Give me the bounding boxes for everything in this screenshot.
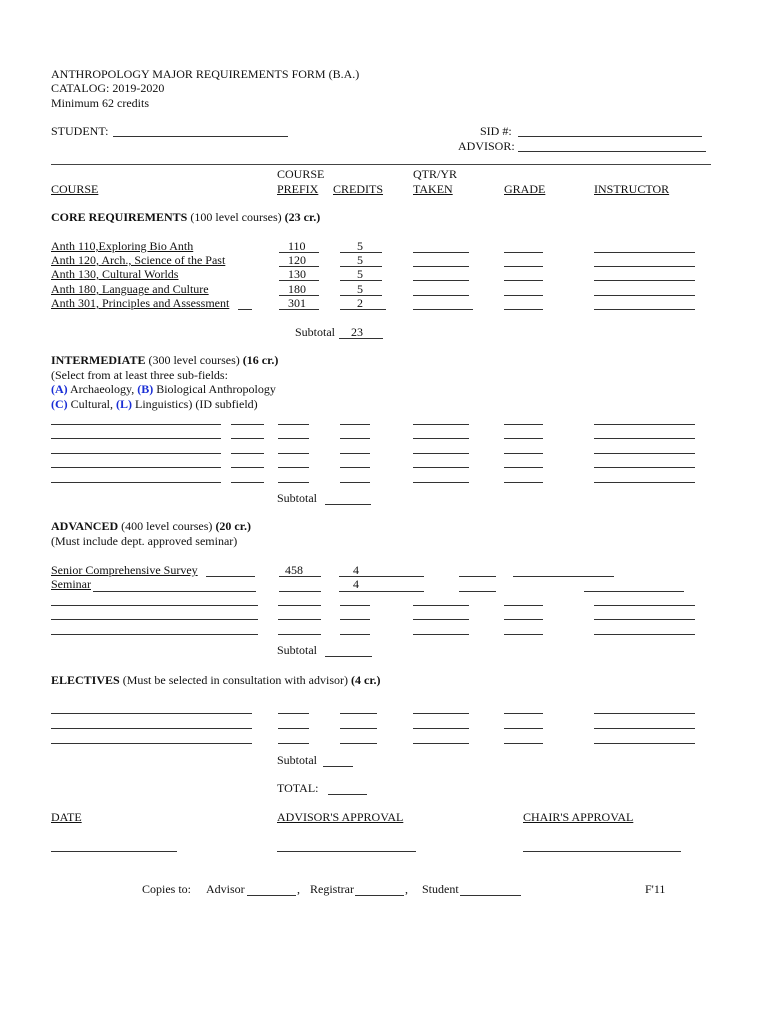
core-instructor-field[interactable] xyxy=(594,252,695,253)
advanced-note: (Must include dept. approved seminar) xyxy=(51,534,238,548)
intermediate-qtr-field[interactable] xyxy=(413,467,469,468)
form-title: ANTHROPOLOGY MAJOR REQUIREMENTS FORM (B.A.) xyxy=(51,67,360,81)
core-subtotal-line xyxy=(339,338,383,339)
core-subtotal-label: Subtotal xyxy=(295,325,336,339)
core-prefix-4: 180 xyxy=(288,282,306,296)
core-course-3: Anth 130, Cultural Worlds xyxy=(51,267,179,281)
electives-subtotal-field[interactable] xyxy=(323,766,353,767)
core-prefix-line xyxy=(279,252,319,253)
advanced-survey-line xyxy=(206,576,255,577)
advanced-credits-line xyxy=(339,576,424,577)
col-credits: CREDITS xyxy=(333,182,384,196)
intermediate-prefix-field[interactable] xyxy=(231,467,264,468)
advanced-instructor-field[interactable] xyxy=(594,605,695,606)
core-instructor-field[interactable] xyxy=(594,280,695,281)
advanced-course-field[interactable] xyxy=(51,605,258,606)
intermediate-note: (Select from at least three sub-fields: xyxy=(51,368,228,382)
core-course-4: Anth 180, Language and Culture xyxy=(51,282,209,296)
advanced-instructor-field[interactable] xyxy=(594,634,695,635)
core-qtr-field[interactable] xyxy=(413,266,469,267)
advanced-course-field[interactable] xyxy=(51,619,258,620)
copies-advisor-field[interactable] xyxy=(247,895,296,896)
electives-credits-field[interactable] xyxy=(340,743,377,744)
electives-heading: ELECTIVES (Must be selected in consultation with advisor) (4 cr.) xyxy=(51,673,381,687)
electives-instructor-field[interactable] xyxy=(594,713,695,714)
advanced-course-field[interactable] xyxy=(51,634,258,635)
intermediate-grade-field[interactable] xyxy=(504,453,543,454)
core-credits-line xyxy=(340,280,382,281)
advanced-grade-field[interactable] xyxy=(459,576,496,577)
advanced-grade-field[interactable] xyxy=(504,619,543,620)
core-grade-field[interactable] xyxy=(504,295,543,296)
intermediate-qtr-field[interactable] xyxy=(413,438,469,439)
core-course-2: Anth 120, Arch., Science of the Past xyxy=(51,253,226,267)
advanced-prefix-line xyxy=(279,591,321,592)
core-grade-field[interactable] xyxy=(504,309,543,310)
col-grade: GRADE xyxy=(504,182,546,196)
core-credits-line xyxy=(340,252,382,253)
electives-prefix-field[interactable] xyxy=(278,743,309,744)
core-credits-line xyxy=(340,295,382,296)
electives-course-field[interactable] xyxy=(51,743,252,744)
intermediate-instructor-field[interactable] xyxy=(594,453,695,454)
copies-registrar-field[interactable] xyxy=(355,895,404,896)
advanced-credits-field[interactable] xyxy=(340,619,370,620)
core-credits-1: 5 xyxy=(357,239,363,253)
advanced-seminar-line xyxy=(93,591,256,592)
advanced-prefix-field[interactable] xyxy=(278,605,321,606)
electives-instructor-field[interactable] xyxy=(594,743,695,744)
core-prefix-line xyxy=(279,295,319,296)
core-grade-field[interactable] xyxy=(504,252,543,253)
total-label: TOTAL: xyxy=(277,781,319,795)
form-code: F'11 xyxy=(645,882,666,896)
core-prefix-line xyxy=(279,280,319,281)
intermediate-grade-field[interactable] xyxy=(504,467,543,468)
advanced-subtotal-field[interactable] xyxy=(325,656,372,657)
copies-student-field[interactable] xyxy=(460,895,521,896)
core-subtotal-value: 23 xyxy=(351,325,363,339)
intermediate-course-field[interactable] xyxy=(51,467,221,468)
electives-qtr-field[interactable] xyxy=(413,713,469,714)
core-course-5: Anth 301, Principles and Assessment xyxy=(51,296,230,310)
advanced-prefix-field[interactable] xyxy=(278,619,321,620)
core-instructor-field[interactable] xyxy=(594,295,695,296)
col-qtr-line1: QTR/YR xyxy=(413,167,458,181)
student-label: STUDENT: xyxy=(51,124,109,138)
advanced-grade-field[interactable] xyxy=(504,634,543,635)
intermediate-course-field[interactable] xyxy=(51,482,221,483)
core-qtr-field[interactable] xyxy=(413,280,469,281)
electives-qtr-field[interactable] xyxy=(413,743,469,744)
intermediate-credits-field[interactable] xyxy=(340,438,370,439)
copies-advisor-label: Advisor xyxy=(206,882,245,896)
core-credits-3: 5 xyxy=(357,267,363,281)
electives-qtr-field[interactable] xyxy=(413,728,469,729)
copies-to-label: Copies to: xyxy=(142,882,192,896)
intermediate-prefix-field[interactable] xyxy=(231,482,264,483)
chair-signature-field[interactable] xyxy=(523,851,681,852)
intermediate-number-field[interactable] xyxy=(278,424,309,425)
advisor-approval-label: ADVISOR'S APPROVAL xyxy=(277,810,404,824)
advanced-subtotal-label: Subtotal xyxy=(277,643,318,657)
electives-grade-field[interactable] xyxy=(504,713,543,714)
core-credits-2: 5 xyxy=(357,253,363,267)
intermediate-instructor-field[interactable] xyxy=(594,482,695,483)
intermediate-course-field[interactable] xyxy=(51,438,221,439)
intermediate-subtotal-label: Subtotal xyxy=(277,491,318,505)
core-grade-field[interactable] xyxy=(504,280,543,281)
core-qtr-field[interactable] xyxy=(413,295,469,296)
intermediate-instructor-field[interactable] xyxy=(594,467,695,468)
intermediate-credits-field[interactable] xyxy=(340,453,370,454)
col-course: COURSE xyxy=(51,182,99,196)
core-credits-5: 2 xyxy=(357,296,363,310)
intermediate-heading: INTERMEDIATE (300 level courses) (16 cr.) xyxy=(51,353,279,367)
intermediate-number-field[interactable] xyxy=(278,438,309,439)
core-instructor-field[interactable] xyxy=(594,266,695,267)
advisor-label: ADVISOR: xyxy=(458,139,515,153)
advanced-qtr-field[interactable] xyxy=(413,605,469,606)
advanced-survey-credits: 4 xyxy=(353,563,359,577)
date-label: DATE xyxy=(51,810,82,824)
advanced-course-survey: Senior Comprehensive Survey xyxy=(51,563,198,577)
catalog-year: CATALOG: 2019-2020 xyxy=(51,81,165,95)
intermediate-grade-field[interactable] xyxy=(504,424,543,425)
intermediate-subfields-cl: (C) Cultural, (L) Linguistics) (ID subfield) xyxy=(51,397,258,411)
core-qtr-field[interactable] xyxy=(413,252,469,253)
intermediate-prefix-field[interactable] xyxy=(231,438,264,439)
intermediate-course-field[interactable] xyxy=(51,453,221,454)
advanced-qtr-field[interactable] xyxy=(413,619,469,620)
electives-prefix-field[interactable] xyxy=(278,713,309,714)
core-credits-4: 5 xyxy=(357,282,363,296)
sid-field[interactable] xyxy=(518,136,702,137)
advanced-survey-prefix: 458 xyxy=(285,563,303,577)
advanced-instructor-field[interactable] xyxy=(584,591,684,592)
intermediate-credits-field[interactable] xyxy=(340,424,370,425)
advanced-credits-field[interactable] xyxy=(340,634,370,635)
advanced-instructor-field[interactable] xyxy=(594,619,695,620)
col-instructor: INSTRUCTOR xyxy=(594,182,670,196)
date-field[interactable] xyxy=(51,851,177,852)
core-credits-line xyxy=(340,266,382,267)
minimum-credits: Minimum 62 credits xyxy=(51,96,149,110)
total-field[interactable] xyxy=(328,794,367,795)
core-credits-line xyxy=(340,309,386,310)
core-prefix-5: 301 xyxy=(288,296,306,310)
core-prefix-2: 120 xyxy=(288,253,306,267)
electives-grade-field[interactable] xyxy=(504,743,543,744)
intermediate-credits-field[interactable] xyxy=(340,482,370,483)
header-divider xyxy=(51,164,711,165)
core-grade-field[interactable] xyxy=(504,266,543,267)
advanced-credits-field[interactable] xyxy=(340,605,370,606)
advanced-prefix-line xyxy=(279,576,321,577)
intermediate-number-field[interactable] xyxy=(278,482,309,483)
advanced-heading: ADVANCED (400 level courses) (20 cr.) xyxy=(51,519,251,533)
intermediate-qtr-field[interactable] xyxy=(413,453,469,454)
intermediate-number-field[interactable] xyxy=(278,467,309,468)
advanced-qtr-field[interactable] xyxy=(413,634,469,635)
advanced-prefix-field[interactable] xyxy=(278,634,321,635)
core-instructor-field[interactable] xyxy=(594,309,695,310)
intermediate-course-field[interactable] xyxy=(51,424,221,425)
intermediate-subtotal-field[interactable] xyxy=(325,504,371,505)
core-prefix-line xyxy=(279,309,319,310)
intermediate-subfields-ab: (A) Archaeology, (B) Biological Anthropology xyxy=(51,382,276,396)
intermediate-prefix-field[interactable] xyxy=(231,453,264,454)
copies-comma-2: , xyxy=(405,882,408,896)
advanced-seminar-credits: 4 xyxy=(353,577,359,591)
electives-instructor-field[interactable] xyxy=(594,728,695,729)
intermediate-grade-field[interactable] xyxy=(504,438,543,439)
advisor-field[interactable] xyxy=(518,151,706,152)
col-qtr-taken: TAKEN xyxy=(413,182,453,196)
advanced-grade-field[interactable] xyxy=(459,591,496,592)
advisor-signature-field[interactable] xyxy=(277,851,416,852)
intermediate-grade-field[interactable] xyxy=(504,482,543,483)
intermediate-instructor-field[interactable] xyxy=(594,424,695,425)
intermediate-qtr-field[interactable] xyxy=(413,424,469,425)
intermediate-qtr-field[interactable] xyxy=(413,482,469,483)
col-course-prefix-line1: COURSE xyxy=(277,167,325,181)
electives-credits-field[interactable] xyxy=(340,728,377,729)
electives-credits-field[interactable] xyxy=(340,713,377,714)
core-prefix-3: 130 xyxy=(288,267,306,281)
col-prefix: PREFIX xyxy=(277,182,319,196)
core-qtr-field[interactable] xyxy=(413,309,473,310)
intermediate-prefix-field[interactable] xyxy=(231,424,264,425)
electives-course-field[interactable] xyxy=(51,728,252,729)
copies-student-label: Student xyxy=(422,882,459,896)
core-course-5-tail xyxy=(238,309,252,310)
intermediate-credits-field[interactable] xyxy=(340,467,370,468)
electives-course-field[interactable] xyxy=(51,713,252,714)
copies-comma-1: , xyxy=(297,882,300,896)
sid-label: SID #: xyxy=(480,124,512,138)
electives-grade-field[interactable] xyxy=(504,728,543,729)
advanced-instructor-field[interactable] xyxy=(513,576,614,577)
electives-prefix-field[interactable] xyxy=(278,728,309,729)
student-field[interactable] xyxy=(113,136,288,137)
advanced-grade-field[interactable] xyxy=(504,605,543,606)
advanced-course-seminar: Seminar xyxy=(51,577,91,591)
copies-registrar-label: Registrar xyxy=(310,882,354,896)
core-prefix-1: 110 xyxy=(288,239,306,253)
core-prefix-line xyxy=(279,266,319,267)
intermediate-instructor-field[interactable] xyxy=(594,438,695,439)
core-heading: CORE REQUIREMENTS (100 level courses) (23 cr.) xyxy=(51,210,321,224)
intermediate-number-field[interactable] xyxy=(278,453,309,454)
chair-approval-label: CHAIR'S APPROVAL xyxy=(523,810,634,824)
core-course-1: Anth 110,Exploring Bio Anth xyxy=(51,239,194,253)
advanced-credits-line xyxy=(339,591,424,592)
electives-subtotal-label: Subtotal xyxy=(277,753,318,767)
